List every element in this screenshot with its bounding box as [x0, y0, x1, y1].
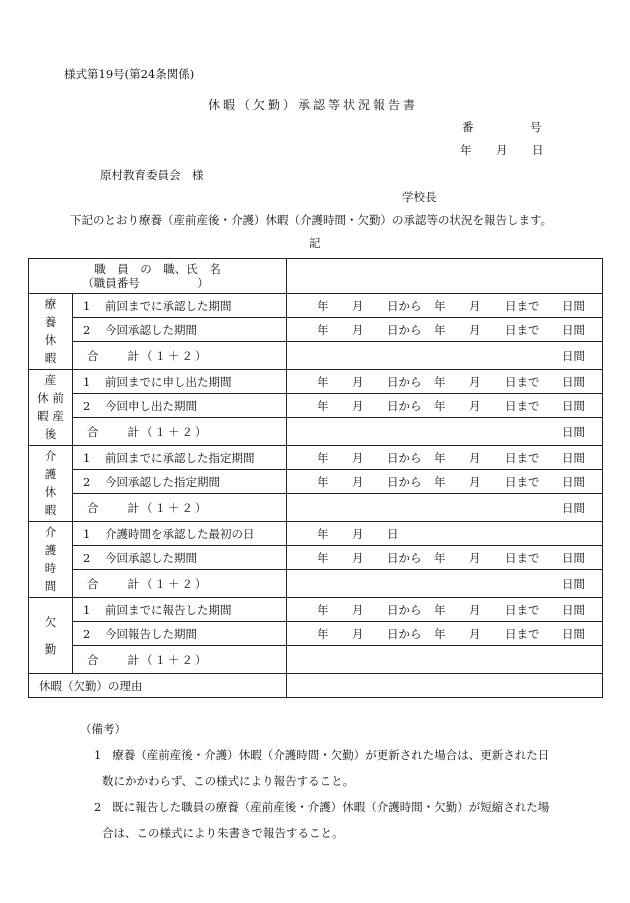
item-label: 前回までに承認した指定期間 [105, 450, 255, 465]
start-month-label: 月 [352, 450, 364, 465]
addressee: 原村教育委員会 様 [100, 168, 204, 182]
start-day-label: 日 [387, 526, 399, 541]
total-days-field[interactable] [287, 342, 603, 370]
staff-label: 職 員 の 職、氏 名 [94, 262, 221, 276]
end-year-label: 年 [434, 474, 446, 489]
item-label: 今回承認した指定期間 [105, 474, 220, 489]
item-label-cell [73, 318, 287, 342]
item-label: 今回承認した期間 [105, 322, 197, 337]
start-month-label: 月 [352, 374, 364, 389]
days-label: 日間 [562, 500, 585, 515]
item-label-cell [73, 598, 287, 622]
ki-label: 記 [309, 236, 321, 250]
category-char: 暇 [44, 503, 57, 517]
end-month-label: 月 [469, 550, 481, 565]
to-day-label: 日まで [505, 322, 540, 337]
end-year-label: 年 [434, 626, 446, 641]
table-row [29, 546, 603, 570]
days-label: 日間 [562, 626, 585, 641]
days-label: 日間 [562, 450, 585, 465]
end-year-label: 年 [434, 322, 446, 337]
category-char: 介 [44, 525, 57, 539]
from-day-label: 日から [387, 398, 422, 413]
category-char: 護 [44, 467, 57, 481]
start-month-label: 月 [352, 626, 364, 641]
total-days-field[interactable] [287, 646, 603, 674]
item-label-cell [73, 294, 287, 318]
from-day-label: 日から [387, 474, 422, 489]
item-number: 1 [83, 450, 91, 465]
period-field[interactable] [287, 622, 603, 646]
days-label: 日間 [562, 322, 585, 337]
date-month-label: 月 [496, 143, 508, 157]
start-year-label: 年 [317, 398, 329, 413]
days-label: 日間 [562, 298, 585, 313]
from-day-label: 日から [387, 626, 422, 641]
category-char: 護 [44, 543, 57, 557]
total-row [29, 494, 603, 522]
document-title: 休暇（欠勤）承認等状況報告書 [208, 98, 419, 112]
table-row [29, 394, 603, 418]
to-day-label: 日まで [505, 298, 540, 313]
end-month-label: 月 [469, 602, 481, 617]
days-label: 日間 [562, 424, 585, 439]
end-month-label: 月 [469, 298, 481, 313]
to-day-label: 日まで [505, 550, 540, 565]
start-year-label: 年 [317, 298, 329, 313]
category-char: 後 [44, 427, 57, 441]
date-day-label: 日 [532, 143, 544, 157]
item-label: 今回申し出た期間 [105, 398, 197, 413]
start-year-label: 年 [317, 322, 329, 337]
category-cell-2 [29, 446, 73, 522]
period-field[interactable] [287, 522, 603, 546]
staff-number-label: （職員番号 ） [82, 276, 209, 290]
days-label: 日間 [562, 374, 585, 389]
category-char: 養 [44, 315, 57, 329]
category-char: 暇 [44, 351, 57, 365]
table-row [29, 446, 603, 470]
start-year-label: 年 [317, 526, 329, 541]
start-month-label: 月 [352, 322, 364, 337]
from-day-label: 日から [387, 450, 422, 465]
note-1-line2: 数にかかわらず、この様式により報告すること。 [102, 774, 355, 788]
period-field[interactable] [287, 470, 603, 494]
days-label: 日間 [562, 474, 585, 489]
table-row [29, 370, 603, 394]
sender: 学校長 [402, 190, 437, 204]
item-label: 介護時間を承認した最初の日 [105, 526, 255, 541]
item-label-cell [73, 546, 287, 570]
ban-label: 番 [462, 120, 474, 134]
reason-row [29, 674, 603, 698]
category-cell-4 [29, 598, 73, 674]
end-month-label: 月 [469, 450, 481, 465]
total-label: 合 計（１＋２） [73, 418, 287, 446]
table-row [29, 598, 603, 622]
item-label-cell [73, 522, 287, 546]
start-month-label: 月 [352, 550, 364, 565]
staff-name-field[interactable] [287, 259, 603, 294]
table-row [29, 318, 603, 342]
end-month-label: 月 [469, 322, 481, 337]
from-day-label: 日から [387, 550, 422, 565]
category-char: 勤 [44, 641, 57, 656]
end-year-label: 年 [434, 374, 446, 389]
start-month-label: 月 [352, 298, 364, 313]
end-month-label: 月 [469, 626, 481, 641]
item-label-cell [73, 470, 287, 494]
end-month-label: 月 [469, 374, 481, 389]
staff-row [29, 259, 603, 294]
category-char: 療 [44, 297, 57, 311]
date-year-label: 年 [460, 143, 472, 157]
days-label: 日間 [562, 348, 585, 363]
note-2-line1: 既に報告した職員の療養（産前産後・介護）休暇（介護時間・欠勤）が短縮された場 [112, 800, 550, 814]
item-label: 前回までに報告した期間 [105, 602, 232, 617]
category-char: 休 前 [37, 391, 64, 405]
report-table [28, 258, 603, 698]
from-day-label: 日から [387, 374, 422, 389]
note-1-line1: 療養（産前産後・介護）休暇（介護時間・欠勤）が更新された場合は、更新された日 [112, 748, 550, 762]
from-day-label: 日から [387, 602, 422, 617]
total-days-field[interactable] [287, 570, 603, 598]
form-number: 様式第19号(第24条関係) [64, 67, 195, 81]
category-cell-0 [29, 294, 73, 370]
total-label: 合 計（１＋２） [73, 646, 287, 674]
total-days-field[interactable] [287, 494, 603, 522]
period-field[interactable] [287, 294, 603, 318]
start-month-label: 月 [352, 526, 364, 541]
days-label: 日間 [562, 550, 585, 565]
total-label: 合 計（１＋２） [73, 494, 287, 522]
from-day-label: 日から [387, 322, 422, 337]
item-label-cell [73, 394, 287, 418]
category-char: 介 [44, 449, 57, 463]
end-year-label: 年 [434, 450, 446, 465]
item-number: 1 [83, 374, 91, 389]
item-number: 2 [83, 626, 91, 641]
end-year-label: 年 [434, 398, 446, 413]
item-number: 2 [83, 398, 91, 413]
period-field[interactable] [287, 318, 603, 342]
note-2-number: 2 [94, 800, 102, 814]
item-number: 2 [83, 474, 91, 489]
staff-label-cell [29, 259, 287, 294]
item-number: 1 [83, 298, 91, 313]
note-1 [94, 742, 594, 768]
start-year-label: 年 [317, 450, 329, 465]
total-label: 合 計（１＋２） [73, 570, 287, 598]
table-row [29, 522, 603, 546]
days-label: 日間 [562, 602, 585, 617]
end-year-label: 年 [434, 550, 446, 565]
period-field[interactable] [287, 546, 603, 570]
intro-text: 下記のとおり療養（産前産後・介護）休暇（介護時間・欠勤）の承認等の状況を報告します。 [70, 213, 553, 227]
table-row [29, 470, 603, 494]
to-day-label: 日まで [505, 474, 540, 489]
table-row [29, 622, 603, 646]
category-char: 欠 [44, 614, 57, 629]
to-day-label: 日まで [505, 450, 540, 465]
end-month-label: 月 [469, 398, 481, 413]
period-field[interactable] [287, 394, 603, 418]
start-year-label: 年 [317, 550, 329, 565]
end-year-label: 年 [434, 602, 446, 617]
category-char: 時 [44, 561, 57, 575]
start-month-label: 月 [352, 602, 364, 617]
start-year-label: 年 [317, 374, 329, 389]
total-row [29, 342, 603, 370]
category-char: 休 [44, 333, 57, 347]
note-2 [94, 794, 594, 820]
category-cell-3 [29, 522, 73, 598]
item-label: 前回までに承認した期間 [105, 298, 232, 313]
total-row [29, 418, 603, 446]
to-day-label: 日まで [505, 626, 540, 641]
reason-field[interactable] [287, 674, 603, 698]
category-char: 産 [44, 373, 57, 387]
notes-heading: （備考） [80, 722, 126, 736]
note-1-number: 1 [94, 748, 102, 762]
to-day-label: 日まで [505, 374, 540, 389]
to-day-label: 日まで [505, 602, 540, 617]
category-char: 間 [44, 579, 57, 593]
period-field[interactable] [287, 598, 603, 622]
end-year-label: 年 [434, 298, 446, 313]
note-2-line2: 合は、この様式により朱書きで報告すること。 [102, 826, 344, 840]
total-label: 合 計（１＋２） [73, 342, 287, 370]
category-char: 休 [44, 485, 57, 499]
period-field[interactable] [287, 370, 603, 394]
end-month-label: 月 [469, 474, 481, 489]
item-number: 2 [83, 550, 91, 565]
item-label-cell [73, 446, 287, 470]
days-label: 日間 [562, 398, 585, 413]
table-row [29, 294, 603, 318]
start-month-label: 月 [352, 474, 364, 489]
reason-label: 休暇（欠勤）の理由 [29, 674, 287, 698]
start-year-label: 年 [317, 626, 329, 641]
category-char: 暇 産 [37, 409, 64, 423]
start-month-label: 月 [352, 398, 364, 413]
item-number: 1 [83, 526, 91, 541]
period-field[interactable] [287, 446, 603, 470]
item-label-cell [73, 370, 287, 394]
category-cell-1 [29, 370, 73, 446]
item-label: 前回までに申し出た期間 [105, 374, 232, 389]
total-row [29, 570, 603, 598]
item-label: 今回報告した期間 [105, 626, 197, 641]
go-label: 号 [530, 120, 542, 134]
start-year-label: 年 [317, 474, 329, 489]
item-number: 2 [83, 322, 91, 337]
item-label: 今回承認した期間 [105, 550, 197, 565]
from-day-label: 日から [387, 298, 422, 313]
item-label-cell [73, 622, 287, 646]
total-row [29, 646, 603, 674]
item-number: 1 [83, 602, 91, 617]
start-year-label: 年 [317, 602, 329, 617]
to-day-label: 日まで [505, 398, 540, 413]
total-days-field[interactable] [287, 418, 603, 446]
days-label: 日間 [562, 576, 585, 591]
